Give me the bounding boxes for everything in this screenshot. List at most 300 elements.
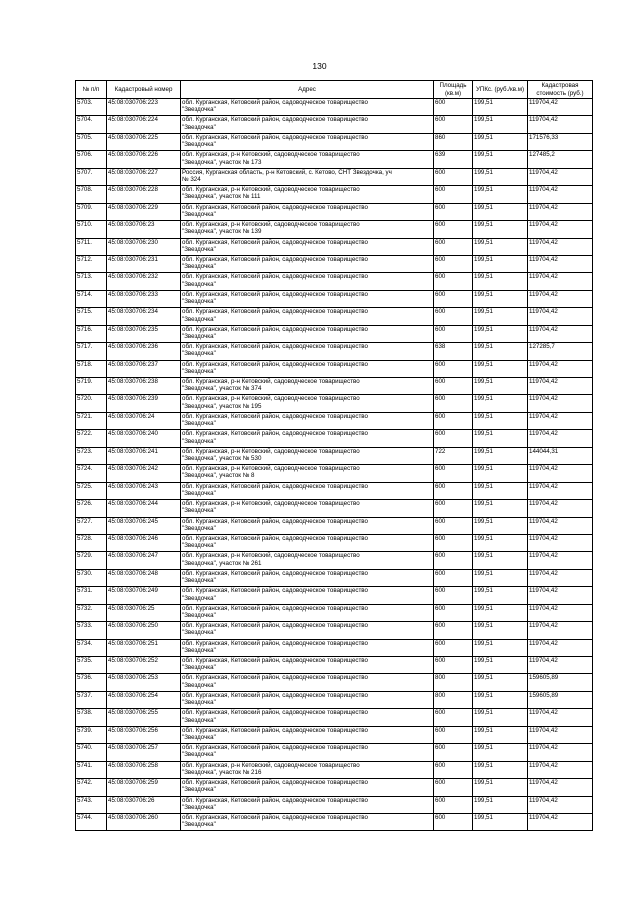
table-row: [76, 360, 593, 377]
row-cadastral-number: 45:08:030706:259: [107, 779, 181, 796]
row-cadastral-number: 45:08:030706:229: [107, 203, 181, 220]
row-area: 600: [434, 482, 473, 499]
table-row: [76, 99, 593, 116]
address-line-1: обл. Курганская, Кетовский район, садоводческое товарищество: [182, 116, 368, 124]
row-area: 600: [434, 500, 473, 517]
row-address: [181, 534, 434, 551]
address-line-2: "Звездочка": [182, 821, 216, 829]
table-row: [76, 604, 593, 621]
row-num: 5736.: [76, 674, 107, 691]
row-num: 5737.: [76, 691, 107, 708]
row-num: 5738.: [76, 709, 107, 726]
row-cadastral-number: 45:08:030706:236: [107, 343, 181, 360]
row-area: 800: [434, 691, 473, 708]
address-line-1: обл. Курганская, Кетовский район, садоводческое товарищество: [182, 709, 368, 717]
table-row: [76, 744, 593, 761]
row-address: [181, 325, 434, 342]
row-upks: 199,51: [473, 779, 528, 796]
row-upks: 199,51: [473, 430, 528, 447]
row-num: 5730.: [76, 569, 107, 586]
row-upks: 199,51: [473, 308, 528, 325]
row-upks: 199,51: [473, 151, 528, 168]
address-line-1: обл. Курганская, Кетовский район, садоводческое товарищество: [182, 133, 368, 141]
row-area: 600: [434, 796, 473, 813]
table-row: [76, 186, 593, 203]
row-num: 5709.: [76, 203, 107, 220]
address-line-1: обл. Курганская, Кетовский район, садоводческое товарищество: [182, 813, 368, 821]
row-area: 600: [434, 761, 473, 778]
row-cadastral-value: 144044,31: [528, 447, 593, 464]
header-upks: УПКс. (руб./кв.м): [473, 81, 528, 99]
row-cadastral-value: 119704,42: [528, 360, 593, 377]
address-line-2: "Звездочка": [182, 646, 216, 654]
row-upks: 199,51: [473, 238, 528, 255]
row-address: [181, 378, 434, 395]
address-line-1: обл. Курганская, Кетовский район, садоводческое товарищество: [182, 430, 368, 438]
row-upks: 199,51: [473, 186, 528, 203]
row-upks: 199,51: [473, 569, 528, 586]
row-cadastral-value: 119704,42: [528, 517, 593, 534]
row-address: [181, 447, 434, 464]
address-line-2: "Звездочка": [182, 751, 216, 759]
table-row: [76, 796, 593, 813]
row-upks: 199,51: [473, 639, 528, 656]
row-address: [181, 290, 434, 307]
row-cadastral-number: 45:08:030706:226: [107, 151, 181, 168]
row-cadastral-number: 45:08:030706:253: [107, 674, 181, 691]
row-num: 5732.: [76, 604, 107, 621]
table-row: [76, 709, 593, 726]
address-line-1: обл. Курганская, Кетовский район, садоводческое товарищество: [182, 779, 368, 787]
address-line-1: обл. Курганская, Кетовский район, садоводческое товарищество: [182, 622, 368, 630]
table-row: [76, 168, 593, 185]
address-line-1: обл. Курганская, Кетовский район, садоводческое товарищество: [182, 691, 368, 699]
table-row: [76, 639, 593, 656]
row-upks: 199,51: [473, 255, 528, 272]
address-line-1: обл. Курганская, Кетовский район, садоводческое товарищество: [182, 273, 368, 281]
row-upks: 199,51: [473, 116, 528, 133]
row-upks: 199,51: [473, 813, 528, 830]
row-num: 5707.: [76, 168, 107, 185]
row-upks: 199,51: [473, 587, 528, 604]
row-area: 600: [434, 360, 473, 377]
row-area: 600: [434, 534, 473, 551]
address-line-1: обл. Курганская, р-н Кетовский, садоводческое товарищество: [182, 221, 360, 229]
header-num: № п/п: [76, 81, 107, 99]
row-num: 5713.: [76, 273, 107, 290]
row-num: 5712.: [76, 255, 107, 272]
row-area: 600: [434, 308, 473, 325]
row-cadastral-number: 45:08:030706:227: [107, 168, 181, 185]
table-row: [76, 622, 593, 639]
page-number: 130: [312, 61, 327, 71]
row-address: [181, 604, 434, 621]
row-address: [181, 691, 434, 708]
row-address: [181, 186, 434, 203]
row-area: 638: [434, 343, 473, 360]
row-cadastral-value: 119704,42: [528, 779, 593, 796]
row-upks: 199,51: [473, 290, 528, 307]
row-address: [181, 726, 434, 743]
row-address: [181, 587, 434, 604]
address-line-2: "Звездочка": [182, 315, 216, 323]
row-cadastral-value: 119704,42: [528, 395, 593, 412]
row-area: 860: [434, 133, 473, 150]
row-cadastral-value: 119704,42: [528, 604, 593, 621]
row-upks: 199,51: [473, 133, 528, 150]
row-cadastral-number: 45:08:030706:225: [107, 133, 181, 150]
row-cadastral-number: 45:08:030706:254: [107, 691, 181, 708]
row-cadastral-number: 45:08:030706:248: [107, 569, 181, 586]
row-cadastral-number: 45:08:030706:241: [107, 447, 181, 464]
row-upks: 199,51: [473, 412, 528, 429]
row-num: 5735.: [76, 657, 107, 674]
row-upks: 199,51: [473, 500, 528, 517]
address-line-1: обл. Курганская, Кетовский район, садоводческое товарищество: [182, 744, 368, 752]
row-num: 5715.: [76, 308, 107, 325]
address-line-2: "Звездочка": [182, 699, 216, 707]
address-line-2: "Звездочка": [182, 123, 216, 131]
row-upks: 199,51: [473, 604, 528, 621]
row-cadastral-value: 119704,42: [528, 325, 593, 342]
address-line-2: "Звездочка", участок № 530: [182, 455, 262, 463]
address-line-2: "Звездочка": [182, 542, 216, 550]
row-area: 600: [434, 517, 473, 534]
row-area: 600: [434, 168, 473, 185]
row-num: 5740.: [76, 744, 107, 761]
address-line-2: "Звездочка": [182, 437, 216, 445]
row-area: 600: [434, 378, 473, 395]
row-address: [181, 622, 434, 639]
address-line-1: обл. Курганская, р-н Кетовский, садоводческое товарищество: [182, 500, 360, 508]
address-line-1: обл. Курганская, Кетовский район, садоводческое товарищество: [182, 796, 368, 804]
row-address: [181, 796, 434, 813]
row-upks: 199,51: [473, 221, 528, 238]
row-area: 600: [434, 273, 473, 290]
address-line-2: "Звездочка": [182, 611, 216, 619]
address-line-1: обл. Курганская, р-н Кетовский, садоводческое товарищество: [182, 378, 360, 385]
row-upks: 199,51: [473, 691, 528, 708]
row-area: 600: [434, 639, 473, 656]
row-address: [181, 430, 434, 447]
row-num: 5711.: [76, 238, 107, 255]
row-upks: 199,51: [473, 534, 528, 551]
row-cadastral-value: 119704,42: [528, 290, 593, 307]
row-area: 600: [434, 99, 473, 116]
address-line-2: "Звездочка": [182, 141, 216, 149]
address-line-2: "Звездочка", участок № 111: [182, 193, 261, 201]
row-cadastral-value: 171576,33: [528, 133, 593, 150]
row-upks: 199,51: [473, 622, 528, 639]
address-line-2: "Звездочка": [182, 786, 216, 794]
row-cadastral-value: 119704,42: [528, 99, 593, 116]
address-line-2: "Звездочка": [182, 263, 216, 271]
address-line-2: "Звездочка": [182, 332, 216, 340]
address-line-2: "Звездочка": [182, 420, 216, 428]
table-row: [76, 395, 593, 412]
row-cadastral-value: 119704,42: [528, 412, 593, 429]
row-address: [181, 99, 434, 116]
row-cadastral-value: 159605,89: [528, 691, 593, 708]
row-area: 600: [434, 325, 473, 342]
address-line-2: "Звездочка": [182, 681, 216, 689]
address-line-2: "Звездочка": [182, 577, 216, 585]
row-num: 5722.: [76, 430, 107, 447]
row-address: [181, 779, 434, 796]
row-address: [181, 657, 434, 674]
row-area: 600: [434, 779, 473, 796]
address-line-1: обл. Курганская, р-н Кетовский, садоводческое товарищество: [182, 447, 360, 455]
row-cadastral-number: 45:08:030706:251: [107, 639, 181, 656]
table-row: [76, 151, 593, 168]
address-line-2: "Звездочка", участок № 374: [182, 385, 262, 393]
row-cadastral-number: 45:08:030706:244: [107, 500, 181, 517]
row-cadastral-value: 119704,42: [528, 761, 593, 778]
row-cadastral-number: 45:08:030706:240: [107, 430, 181, 447]
row-upks: 199,51: [473, 99, 528, 116]
address-line-1: обл. Курганская, р-н Кетовский, садоводческое товарищество: [182, 186, 360, 194]
address-line-2: № 324: [182, 176, 201, 184]
table-row: [76, 430, 593, 447]
row-upks: 199,51: [473, 360, 528, 377]
address-line-2: "Звездочка": [182, 524, 216, 532]
row-address: [181, 133, 434, 150]
address-line-2: "Звездочка": [182, 210, 216, 218]
row-cadastral-number: 45:08:030706:23: [107, 221, 181, 238]
row-area: 600: [434, 238, 473, 255]
address-line-1: обл. Курганская, Кетовский район, садоводческое товарищество: [182, 360, 368, 368]
row-cadastral-value: 119704,42: [528, 796, 593, 813]
row-address: [181, 709, 434, 726]
row-address: [181, 203, 434, 220]
address-line-2: "Звездочка": [182, 489, 216, 497]
address-line-1: обл. Курганская, Кетовский район, садоводческое товарищество: [182, 604, 368, 612]
table-row: [76, 726, 593, 743]
row-area: 600: [434, 395, 473, 412]
row-address: [181, 343, 434, 360]
address-line-1: обл. Курганская, Кетовский район, садоводческое товарищество: [182, 255, 368, 263]
address-line-2: "Звездочка": [182, 507, 216, 515]
table-row: [76, 465, 593, 482]
row-cadastral-number: 45:08:030706:252: [107, 657, 181, 674]
row-num: 5733.: [76, 622, 107, 639]
address-line-1: обл. Курганская, Кетовский район, садоводческое товарищество: [182, 99, 368, 106]
address-line-2: "Звездочка": [182, 716, 216, 724]
address-line-1: обл. Курганская, Кетовский район, садоводческое товарищество: [182, 674, 368, 682]
row-cadastral-number: 45:08:030706:26: [107, 796, 181, 813]
row-num: 5718.: [76, 360, 107, 377]
table-row: [76, 482, 593, 499]
address-line-2: "Звездочка": [182, 245, 216, 253]
row-num: 5717.: [76, 343, 107, 360]
table-row: [76, 238, 593, 255]
row-cadastral-value: 119704,42: [528, 186, 593, 203]
table-row: [76, 761, 593, 778]
table-row: [76, 290, 593, 307]
row-address: [181, 569, 434, 586]
row-address: [181, 412, 434, 429]
row-cadastral-number: 45:08:030706:239: [107, 395, 181, 412]
row-upks: 199,51: [473, 168, 528, 185]
address-line-1: обл. Курганская, Кетовский район, садоводческое товарищество: [182, 482, 368, 490]
row-address: [181, 761, 434, 778]
row-cadastral-value: 119704,42: [528, 587, 593, 604]
row-cadastral-value: 119704,42: [528, 726, 593, 743]
row-area: 600: [434, 221, 473, 238]
row-address: [181, 395, 434, 412]
row-address: [181, 273, 434, 290]
row-address: [181, 552, 434, 569]
row-cadastral-number: 45:08:030706:25: [107, 604, 181, 621]
row-address: [181, 744, 434, 761]
row-area: 600: [434, 813, 473, 830]
row-address: [181, 168, 434, 185]
address-line-2: "Звездочка", участок № 195: [182, 402, 262, 410]
row-area: 600: [434, 622, 473, 639]
table-row: [76, 116, 593, 133]
row-cadastral-number: 45:08:030706:24: [107, 412, 181, 429]
row-cadastral-number: 45:08:030706:234: [107, 308, 181, 325]
row-address: [181, 255, 434, 272]
row-upks: 199,51: [473, 395, 528, 412]
address-line-2: "Звездочка": [182, 367, 216, 375]
row-num: 5728.: [76, 534, 107, 551]
row-area: 800: [434, 674, 473, 691]
row-address: [181, 221, 434, 238]
row-num: 5714.: [76, 290, 107, 307]
row-num: 5720.: [76, 395, 107, 412]
address-line-1: обл. Курганская, Кетовский район, садоводческое товарищество: [182, 726, 368, 734]
row-num: 5743.: [76, 796, 107, 813]
row-area: 639: [434, 151, 473, 168]
row-upks: 199,51: [473, 674, 528, 691]
row-cadastral-value: 119704,42: [528, 308, 593, 325]
row-upks: 199,51: [473, 482, 528, 499]
table-row: [76, 221, 593, 238]
row-cadastral-number: 45:08:030706:255: [107, 709, 181, 726]
row-cadastral-value: 119704,42: [528, 622, 593, 639]
row-cadastral-value: 119704,42: [528, 273, 593, 290]
cadastral-table: [75, 80, 593, 831]
address-line-1: обл. Курганская, Кетовский район, садоводческое товарищество: [182, 290, 368, 298]
table-row: [76, 552, 593, 569]
address-line-1: обл. Курганская, Кетовский район, садоводческое товарищество: [182, 325, 368, 333]
row-area: 600: [434, 465, 473, 482]
row-upks: 199,51: [473, 378, 528, 395]
row-num: 5706.: [76, 151, 107, 168]
row-upks: 199,51: [473, 726, 528, 743]
header-cadastral-number: Кадастровый номер: [107, 81, 181, 99]
row-cadastral-value: 119704,42: [528, 203, 593, 220]
row-address: [181, 517, 434, 534]
row-area: 600: [434, 604, 473, 621]
row-address: [181, 360, 434, 377]
row-cadastral-number: 45:08:030706:258: [107, 761, 181, 778]
row-area: 600: [434, 412, 473, 429]
row-upks: 199,51: [473, 796, 528, 813]
row-area: 600: [434, 709, 473, 726]
table-row: [76, 308, 593, 325]
row-cadastral-number: 45:08:030706:238: [107, 378, 181, 395]
row-cadastral-value: 119704,42: [528, 482, 593, 499]
row-num: 5729.: [76, 552, 107, 569]
row-upks: 199,51: [473, 273, 528, 290]
row-num: 5719.: [76, 378, 107, 395]
row-cadastral-value: 119704,42: [528, 552, 593, 569]
address-line-2: "Звездочка": [182, 734, 216, 742]
table-row: [76, 779, 593, 796]
table-row: [76, 657, 593, 674]
address-line-1: обл. Курганская, р-н Кетовский, садоводческое товарищество: [182, 151, 360, 159]
row-cadastral-number: 45:08:030706:243: [107, 482, 181, 499]
row-upks: 199,51: [473, 447, 528, 464]
row-num: 5723.: [76, 447, 107, 464]
address-line-1: обл. Курганская, Кетовский район, садоводческое товарищество: [182, 569, 368, 577]
row-num: 5725.: [76, 482, 107, 499]
table-row: [76, 273, 593, 290]
table-row: [76, 203, 593, 220]
row-cadastral-value: 119704,42: [528, 255, 593, 272]
row-upks: 199,51: [473, 552, 528, 569]
row-upks: 199,51: [473, 325, 528, 342]
row-address: [181, 813, 434, 830]
address-line-1: обл. Курганская, р-н Кетовский, садоводческое товарищество: [182, 761, 360, 769]
row-cadastral-value: 119704,42: [528, 744, 593, 761]
table-row: [76, 133, 593, 150]
address-line-2: "Звездочка", участок № 216: [182, 768, 262, 776]
row-address: [181, 151, 434, 168]
table-row: [76, 255, 593, 272]
row-cadastral-value: 119704,42: [528, 500, 593, 517]
row-num: 5708.: [76, 186, 107, 203]
row-area: 600: [434, 552, 473, 569]
table-row: [76, 691, 593, 708]
address-line-2: "Звездочка": [182, 803, 216, 811]
row-num: 5741.: [76, 761, 107, 778]
row-num: 5710.: [76, 221, 107, 238]
address-line-1: обл. Курганская, Кетовский район, садоводческое товарищество: [182, 203, 368, 211]
address-line-2: "Звездочка", участок № 261: [182, 559, 262, 567]
row-cadastral-value: 119704,42: [528, 430, 593, 447]
row-area: 600: [434, 587, 473, 604]
address-line-2: "Звездочка": [182, 629, 216, 637]
header-area: Площадь (кв.м): [434, 81, 473, 99]
row-address: [181, 116, 434, 133]
row-cadastral-value: 119704,42: [528, 709, 593, 726]
address-line-2: "Звездочка": [182, 594, 216, 602]
address-line-1: обл. Курганская, р-н Кетовский, садоводческое товарищество: [182, 395, 360, 403]
row-upks: 199,51: [473, 517, 528, 534]
row-cadastral-value: 119704,42: [528, 639, 593, 656]
address-line-1: обл. Курганская, Кетовский район, садоводческое товарищество: [182, 534, 368, 542]
row-cadastral-number: 45:08:030706:224: [107, 116, 181, 133]
address-line-2: "Звездочка", участок № 8: [182, 472, 255, 480]
row-cadastral-number: 45:08:030706:231: [107, 255, 181, 272]
address-line-1: обл. Курганская, Кетовский район, садоводческое товарищество: [182, 517, 368, 525]
row-cadastral-number: 45:08:030706:249: [107, 587, 181, 604]
row-num: 5727.: [76, 517, 107, 534]
row-cadastral-number: 45:08:030706:245: [107, 517, 181, 534]
row-cadastral-number: 45:08:030706:223: [107, 99, 181, 116]
table-row: [76, 569, 593, 586]
row-area: 600: [434, 116, 473, 133]
row-num: 5721.: [76, 412, 107, 429]
row-num: 5744.: [76, 813, 107, 830]
row-address: [181, 465, 434, 482]
table-row: [76, 325, 593, 342]
row-cadastral-number: 45:08:030706:228: [107, 186, 181, 203]
row-num: 5705.: [76, 133, 107, 150]
